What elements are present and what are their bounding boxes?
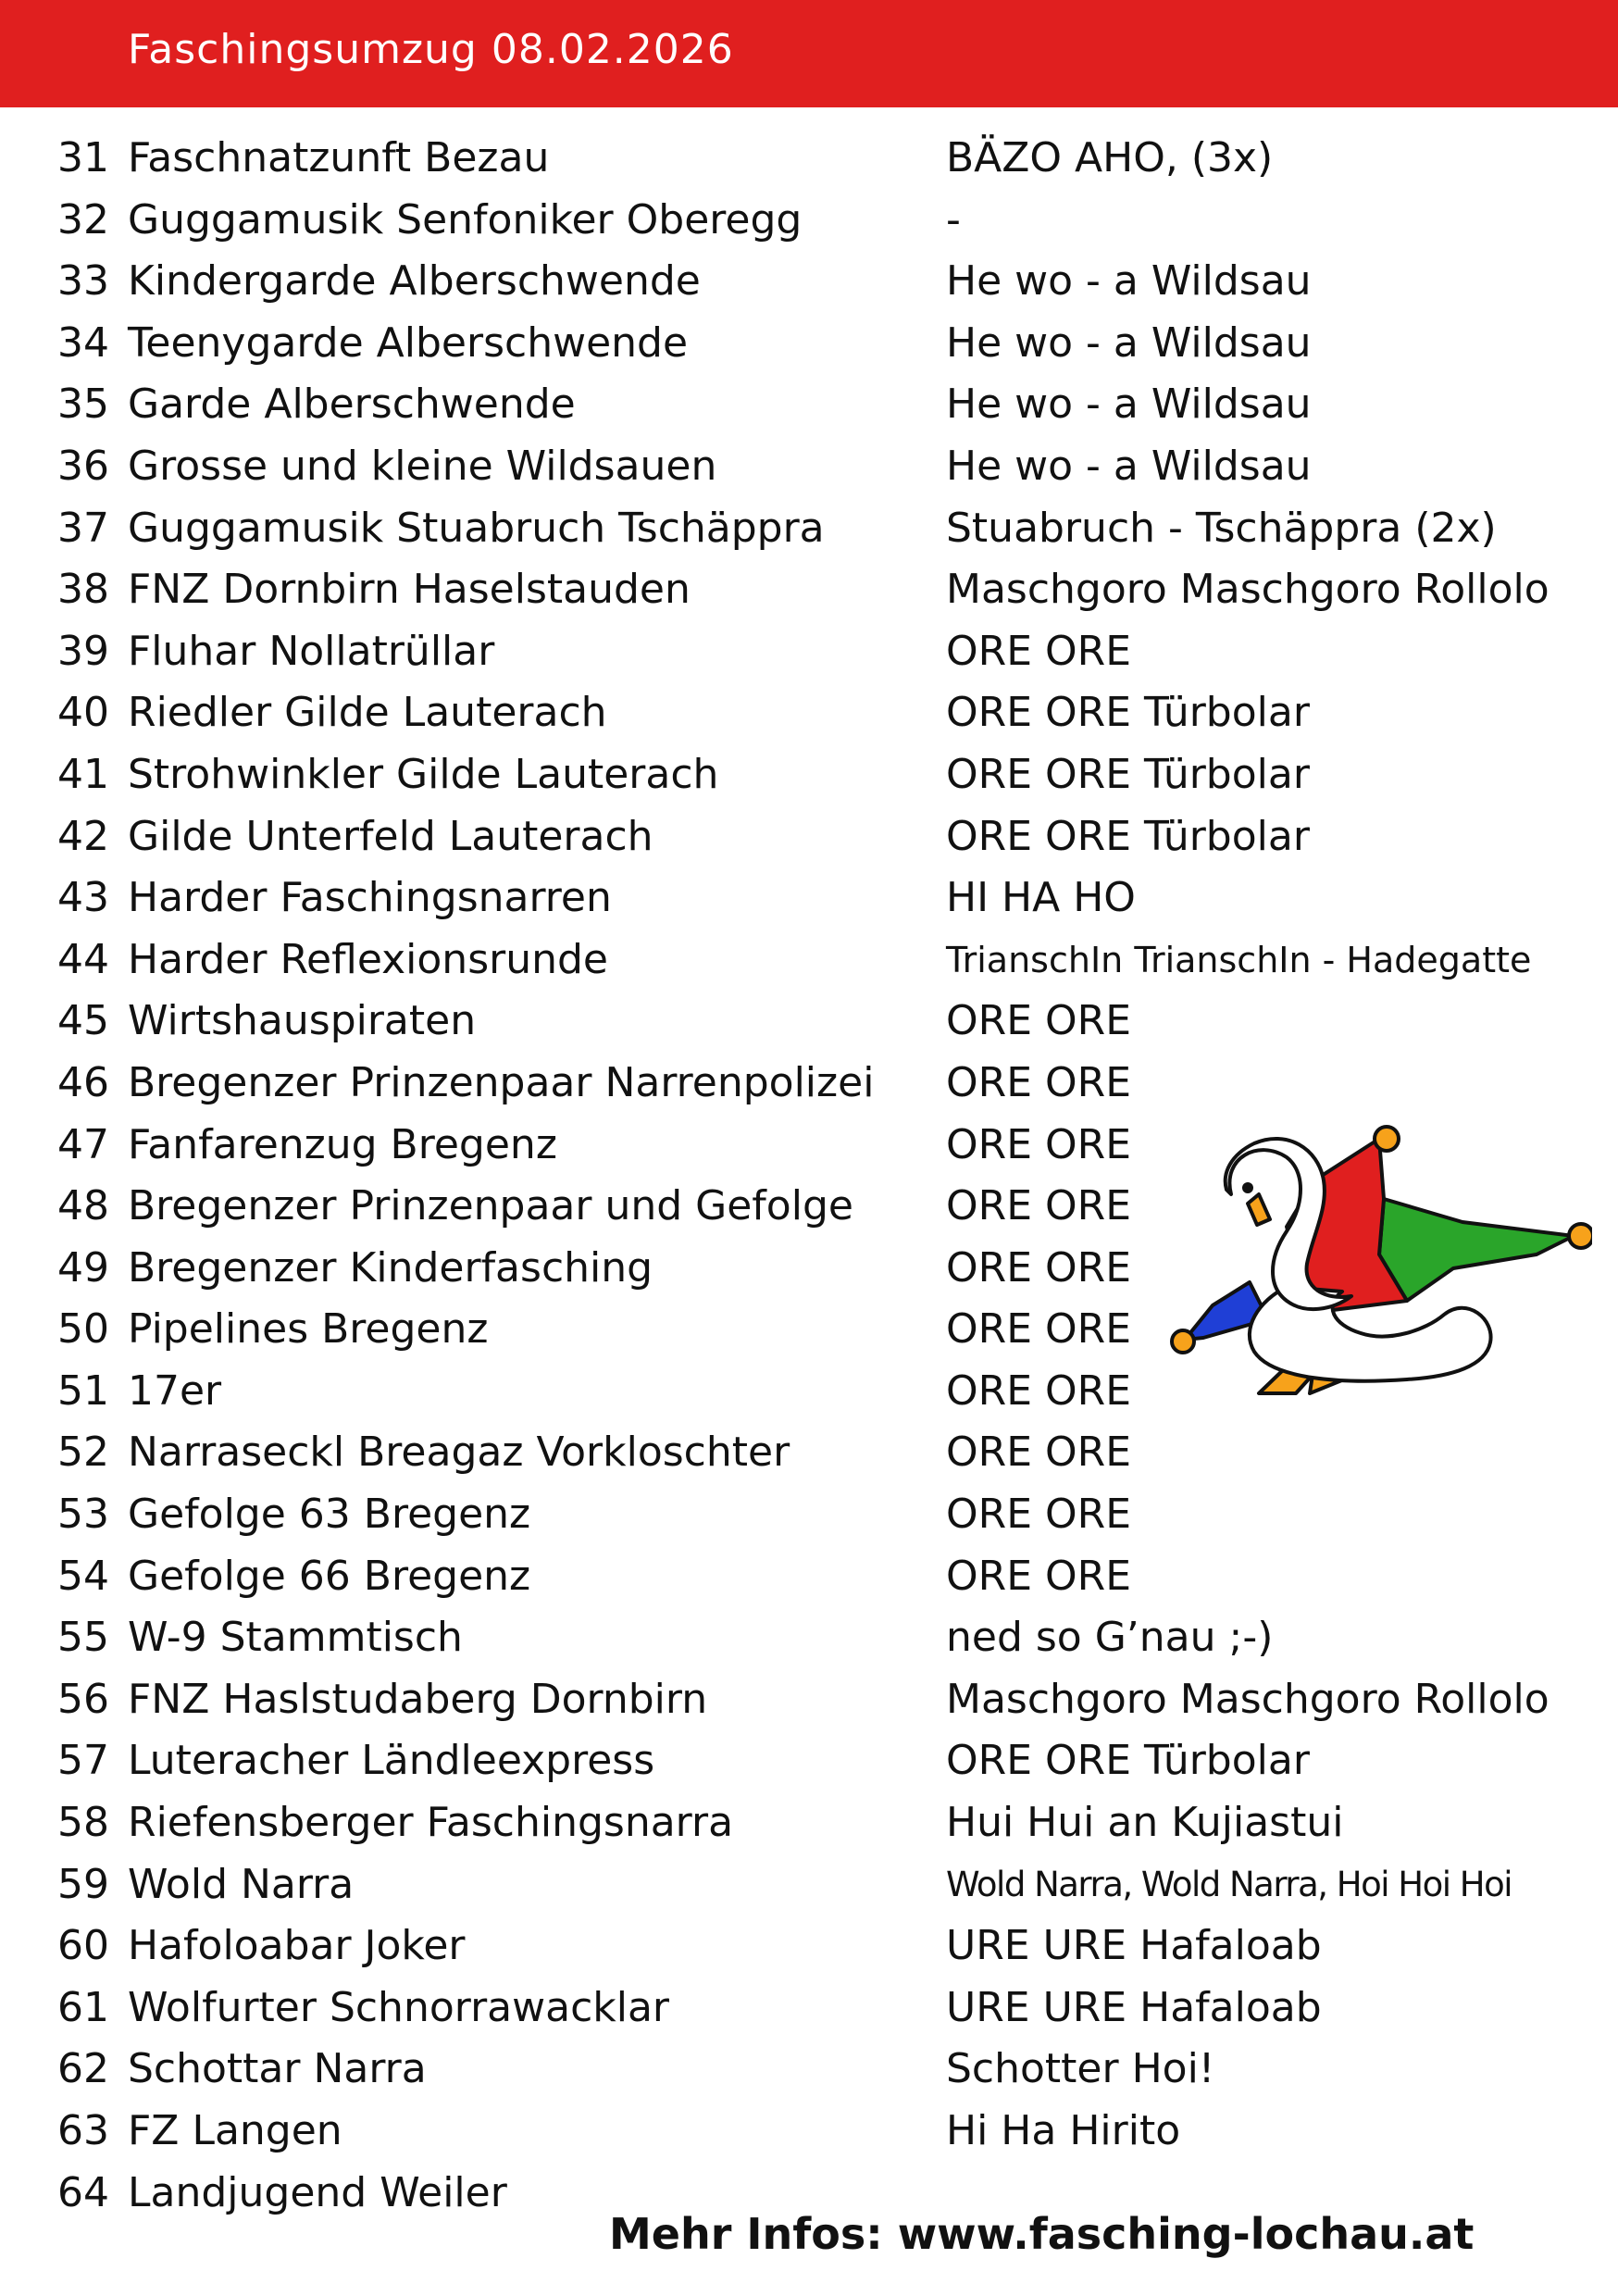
entry-name: Schottar Narra: [128, 2045, 427, 2093]
list-item: [0, 1978, 1618, 2040]
entry-name: FZ Langen: [128, 2107, 342, 2154]
entry-name: Bregenzer Prinzenpaar und Gefolge: [128, 1182, 853, 1230]
entry-call: Schotter Hoi!: [946, 2045, 1215, 2093]
entry-name: Teenygarde Alberschwende: [128, 318, 689, 367]
list-item: [0, 128, 1618, 190]
entry-call: ORE ORE Türbolar: [946, 812, 1310, 860]
entry-number: 41: [57, 750, 109, 798]
entry-number: 55: [57, 1614, 109, 1662]
list-item: [0, 806, 1618, 868]
list-item: [0, 190, 1618, 252]
entry-number: 47: [57, 1120, 109, 1168]
entry-call: ORE ORE: [946, 1058, 1131, 1106]
page-title: Faschingsumzug 08.02.2026: [128, 26, 734, 73]
entry-call: ORE ORE: [946, 1243, 1131, 1292]
list-item: [0, 498, 1618, 560]
entry-name: Luteracher Ländleexpress: [128, 1737, 655, 1785]
entry-call: ORE ORE: [946, 1366, 1131, 1415]
entry-call: Maschgoro Maschgoro Rollolo: [946, 1675, 1550, 1723]
entry-call: ORE ORE Türbolar: [946, 1737, 1310, 1785]
entry-name: Bregenzer Prinzenpaar Narrenpolizei: [128, 1058, 875, 1106]
list-item: [0, 251, 1618, 313]
entry-number: 42: [57, 812, 109, 860]
list-item: [0, 930, 1618, 992]
entry-call: ORE ORE: [946, 997, 1131, 1045]
list-item: [0, 1546, 1618, 1608]
entry-number: 59: [57, 1860, 109, 1908]
entry-number: 53: [57, 1491, 109, 1539]
list-item: [0, 1792, 1618, 1854]
entry-name: Pipelines Bregenz: [128, 1305, 489, 1354]
entry-number: 50: [57, 1305, 109, 1354]
entry-name: Gefolge 66 Bregenz: [128, 1552, 531, 1600]
list-item: [0, 621, 1618, 683]
entry-call: ORE ORE: [946, 1120, 1131, 1168]
entry-call: TrianschIn TrianschIn - Hadegatte: [946, 939, 1532, 980]
entry-name: Fluhar Nollatrüllar: [128, 627, 495, 675]
entry-name: Hafoloabar Joker: [128, 1922, 466, 1970]
entry-call: Hui Hui an Kujiastui: [946, 1799, 1344, 1847]
entry-number: 36: [57, 442, 109, 490]
entry-number: 37: [57, 504, 109, 552]
entry-call: HI HA HO: [946, 874, 1136, 922]
entry-number: 31: [57, 134, 109, 181]
entry-name: 17er: [128, 1366, 222, 1415]
entry-number: 56: [57, 1675, 109, 1723]
entry-call: He wo - a Wildsau: [946, 257, 1312, 306]
list-item: [0, 682, 1618, 744]
entry-name: Fanfarenzug Bregenz: [128, 1120, 557, 1168]
entry-call: -: [946, 195, 961, 243]
footer-info: Mehr Infos: www.fasching-lochau.at: [609, 2209, 1475, 2259]
entry-number: 38: [57, 566, 109, 614]
entry-call: URE URE Hafaloab: [946, 1983, 1322, 2031]
entry-call: ORE ORE: [946, 1552, 1131, 1600]
entry-call: He wo - a Wildsau: [946, 318, 1312, 367]
entry-name: Wolfurter Schnorrawacklar: [128, 1983, 670, 2031]
list-item: [0, 2101, 1618, 2163]
entry-number: 34: [57, 318, 109, 367]
list-item: [0, 991, 1618, 1053]
list-item: [0, 1915, 1618, 1978]
entry-call: He wo - a Wildsau: [946, 442, 1312, 490]
entry-number: 58: [57, 1799, 109, 1847]
entry-number: 44: [57, 935, 109, 983]
entry-number: 62: [57, 2045, 109, 2093]
list-item: [0, 1607, 1618, 1669]
list-item: [0, 1730, 1618, 1792]
entry-name: FNZ Dornbirn Haselstauden: [128, 566, 691, 614]
entry-name: Grosse und kleine Wildsauen: [128, 442, 717, 490]
entry-name: Riefensberger Faschingsnarra: [128, 1799, 734, 1847]
entry-number: 33: [57, 257, 109, 306]
entry-call: He wo - a Wildsau: [946, 381, 1312, 429]
entry-name: Gilde Unterfeld Lauterach: [128, 812, 653, 860]
entry-number: 43: [57, 874, 109, 922]
entry-number: 64: [57, 2168, 109, 2216]
entry-number: 45: [57, 997, 109, 1045]
entry-name: Guggamusik Stuabruch Tschäppra: [128, 504, 825, 552]
entry-call: Stuabruch - Tschäppra (2x): [946, 504, 1497, 552]
entry-name: Faschnatzunft Bezau: [128, 134, 550, 181]
entry-number: 32: [57, 195, 109, 243]
entry-name: Kindergarde Alberschwende: [128, 257, 701, 306]
list-item: [0, 744, 1618, 806]
entry-number: 49: [57, 1243, 109, 1292]
list-item: [0, 1854, 1618, 1916]
list-item: [0, 436, 1618, 498]
entry-name: Riedler Gilde Lauterach: [128, 689, 607, 737]
entry-name: Garde Alberschwende: [128, 381, 576, 429]
list-item: [0, 374, 1618, 436]
entry-name: W-9 Stammtisch: [128, 1614, 463, 1662]
entry-number: 61: [57, 1983, 109, 2031]
entry-name: Harder Faschingsnarren: [128, 874, 612, 922]
entry-number: 46: [57, 1058, 109, 1106]
entry-call: ORE ORE: [946, 1429, 1131, 1477]
entry-name: Wold Narra: [128, 1860, 355, 1908]
entry-name: Landjugend Weiler: [128, 2168, 507, 2216]
entry-call: ORE ORE: [946, 627, 1131, 675]
entry-name: Narraseckl Breagaz Vorkloschter: [128, 1429, 790, 1477]
entry-number: 40: [57, 689, 109, 737]
header-bar: [0, 0, 1618, 107]
list-item: [0, 867, 1618, 930]
list-item: [0, 1053, 1618, 1115]
entry-call: Wold Narra, Wold Narra, Hoi Hoi Hoi: [946, 1864, 1512, 1904]
list-item: [0, 559, 1618, 621]
list-item: [0, 2039, 1618, 2101]
entry-call: ORE ORE Türbolar: [946, 750, 1310, 798]
entry-number: 60: [57, 1922, 109, 1970]
entry-number: 39: [57, 627, 109, 675]
list-item: [0, 1669, 1618, 1731]
list-item: [0, 313, 1618, 375]
entry-name: Guggamusik Senfoniker Oberegg: [128, 195, 803, 243]
entry-call: ORE ORE: [946, 1491, 1131, 1539]
entry-name: Wirtshauspiraten: [128, 997, 477, 1045]
entry-name: Gefolge 63 Bregenz: [128, 1491, 531, 1539]
jester-swan-icon: [1148, 1116, 1592, 1425]
entry-call: Hi Ha Hirito: [946, 2107, 1181, 2154]
entry-call: ORE ORE: [946, 1182, 1131, 1230]
entry-name: Bregenzer Kinderfasching: [128, 1243, 653, 1292]
entry-number: 57: [57, 1737, 109, 1785]
entry-name: Strohwinkler Gilde Lauterach: [128, 750, 719, 798]
entry-number: 48: [57, 1182, 109, 1230]
list-item: [0, 1484, 1618, 1546]
entry-call: ORE ORE Türbolar: [946, 689, 1310, 737]
entry-number: 51: [57, 1366, 109, 1415]
entry-call: Maschgoro Maschgoro Rollolo: [946, 566, 1550, 614]
entry-number: 35: [57, 381, 109, 429]
entry-call: BÄZO AHO, (3x): [946, 134, 1274, 181]
entry-call: ORE ORE: [946, 1305, 1131, 1354]
entry-call: ned so G’nau ;-): [946, 1614, 1274, 1662]
entry-call: URE URE Hafaloab: [946, 1922, 1322, 1970]
list-item: [0, 1422, 1618, 1484]
entry-number: 52: [57, 1429, 109, 1477]
entry-number: 63: [57, 2107, 109, 2154]
entry-number: 54: [57, 1552, 109, 1600]
entry-name: FNZ Haslstudaberg Dornbirn: [128, 1675, 708, 1723]
entry-name: Harder Reflexionsrunde: [128, 935, 608, 983]
